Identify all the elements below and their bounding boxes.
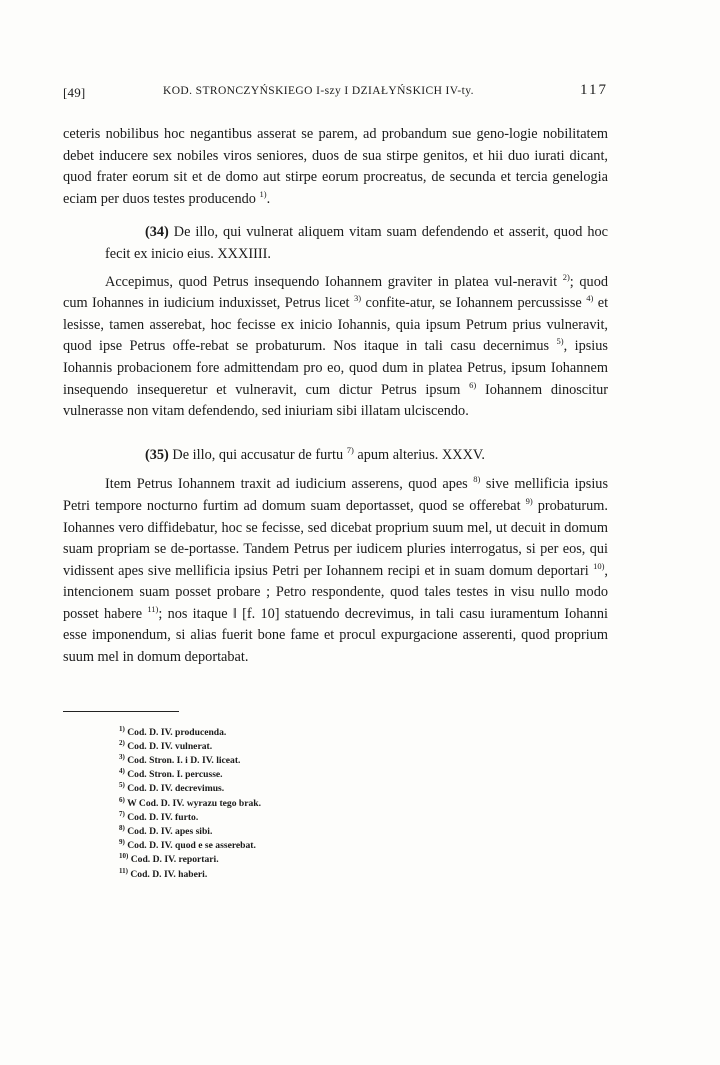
section-heading-35: (35) De illo, qui accusatur de furtu $^{7)}$ apum alterius. XXXV. <box>145 444 485 463</box>
footnote-ref: 4) <box>586 293 594 304</box>
page-marker: [49] <box>63 85 86 100</box>
footnote-ref: 11) <box>147 604 159 615</box>
paragraph-35: Item Petrus Iohannem traxit ad iudicium asserens, quod apes $^{8)}$ sive mellificia ipsius Petri tempore nocturno furtim ad domum suam deportasset, quod se offerebat $^{9)}$ probaturum. Iohannes vero diffidebatur, hoc se fecisse, sed dicebat proprium suum mel, ut decuit in domum suam propriam se de-portasse. Tandem Petrus per iudicem pluries interrogatus, si per eos, qui vidissent apes sive mellificia ipsius Petri per Iohannem recipi et in suam domum deportari $^{10)}$, intencionem suam posset probare ; Petro respondente, quod tales testes in visu nullo modo posset habere $^{11)}$; nos itaque ‖ [f. 10] statuendo decrevimus, in tali casu iuramentum Iohanni esse imponendum, si alias fuerit bone fame et procul expurgacione asserenti, quod proprium suum mel in domum deportabat. <box>63 474 609 666</box>
paragraph-continuation: ceteris nobilibus hoc negantibus asserat se parem, ad probandum sue geno-logie nobilitatem debet inducere sex nobiles viros seniores, duos de sua stirpe genitos, et hii duo iurati dicant, quod frater eorum sit et de domo aut stirpe eorum procreatus, de secunda et tercia genelogia eciam per duos testes producendo $^{1)}$. <box>63 126 608 207</box>
footnote-ref: 1) <box>259 189 267 200</box>
footnote-ref: 6) <box>469 379 477 390</box>
footnote: $^{7)}$ Cod. D. IV. furto. <box>119 809 199 823</box>
footnote: $^{11)}$ Cod. D. IV. haberi. <box>119 866 208 880</box>
footnote: $^{4)}$ Cod. Stron. I. percusse. <box>119 767 223 781</box>
section-number: (35) <box>145 446 169 463</box>
footnote: $^{1)}$ Cod. D. IV. producenda. <box>119 724 227 738</box>
footnote: $^{3)}$ Cod. Stron. I. i D. IV. liceat. <box>119 752 241 767</box>
footnote-ref: 5) <box>556 336 564 347</box>
section-number: (34) <box>145 224 169 241</box>
section-heading-34: (34) De illo, qui vulnerat aliquem vitam suam defendendo et asserit, quod hoc fecit ex inicio eius. XXXIIII. <box>105 224 608 262</box>
footnotes <box>63 726 608 882</box>
page-number: 117 <box>580 82 608 98</box>
footnote-divider <box>63 711 179 712</box>
footnote-ref: 3) <box>353 293 362 304</box>
footnote: $^{6)}$ W Cod. D. IV. wyrazu tego brak. <box>119 795 262 809</box>
page <box>63 82 608 882</box>
footnote-ref: 10) <box>593 560 605 571</box>
footnote: $^{5)}$ Cod. D. IV. decrevimus. <box>119 781 225 795</box>
footnote-ref: 7) <box>346 444 354 455</box>
footnote: $^{9)}$ Cod. D. IV. quod e se asserebat. <box>119 838 256 852</box>
running-title: KOD. STRONCZYŃSKIEGO I-szy I DZIAŁYŃSKICH IV-ty. <box>163 85 474 97</box>
running-header <box>63 82 608 104</box>
footnote-ref: 9) <box>525 496 533 507</box>
paragraph-34: Accepimus, quod Petrus insequendo Iohannem graviter in platea vul-neravit $^{2)}$; quod cum Iohannes in iudicium induxisset, Petrus licet $^{3)}$ confite-atur, se Iohannem percussisse $^{4)}$ et lesisse, tamen asserebat, hoc fecisse ex inicio Iohannis, quia ipsum Petrum prius vulneravit, quod ipse Petrus offe-rebat se probaturum. Nos itaque in tali casu decernimus $^{5)}$, ipsius Iohannis probacionem fore admittendam pro eo, quod dum in platea Petrus, ipsum Iohannem insequendo insequeretur et vulneravit, cum dictur Petrus ipsum $^{6)}$ Iohannem dinoscitur vulnerasse non vitam defendendo, sed iniuriam sibi illatam ulciscendo. <box>63 271 609 420</box>
footnote-ref: 2) <box>562 271 570 282</box>
main-text <box>63 124 608 669</box>
footnote: $^{2)}$ Cod. D. IV. vulnerat. <box>119 738 213 752</box>
footnote: $^{10)}$ Cod. D. IV. reportari. <box>119 852 219 866</box>
footnote-ref: 8) <box>473 474 481 485</box>
footnote: $^{8)}$ Cod. D. IV. apes sibi. <box>119 823 213 838</box>
